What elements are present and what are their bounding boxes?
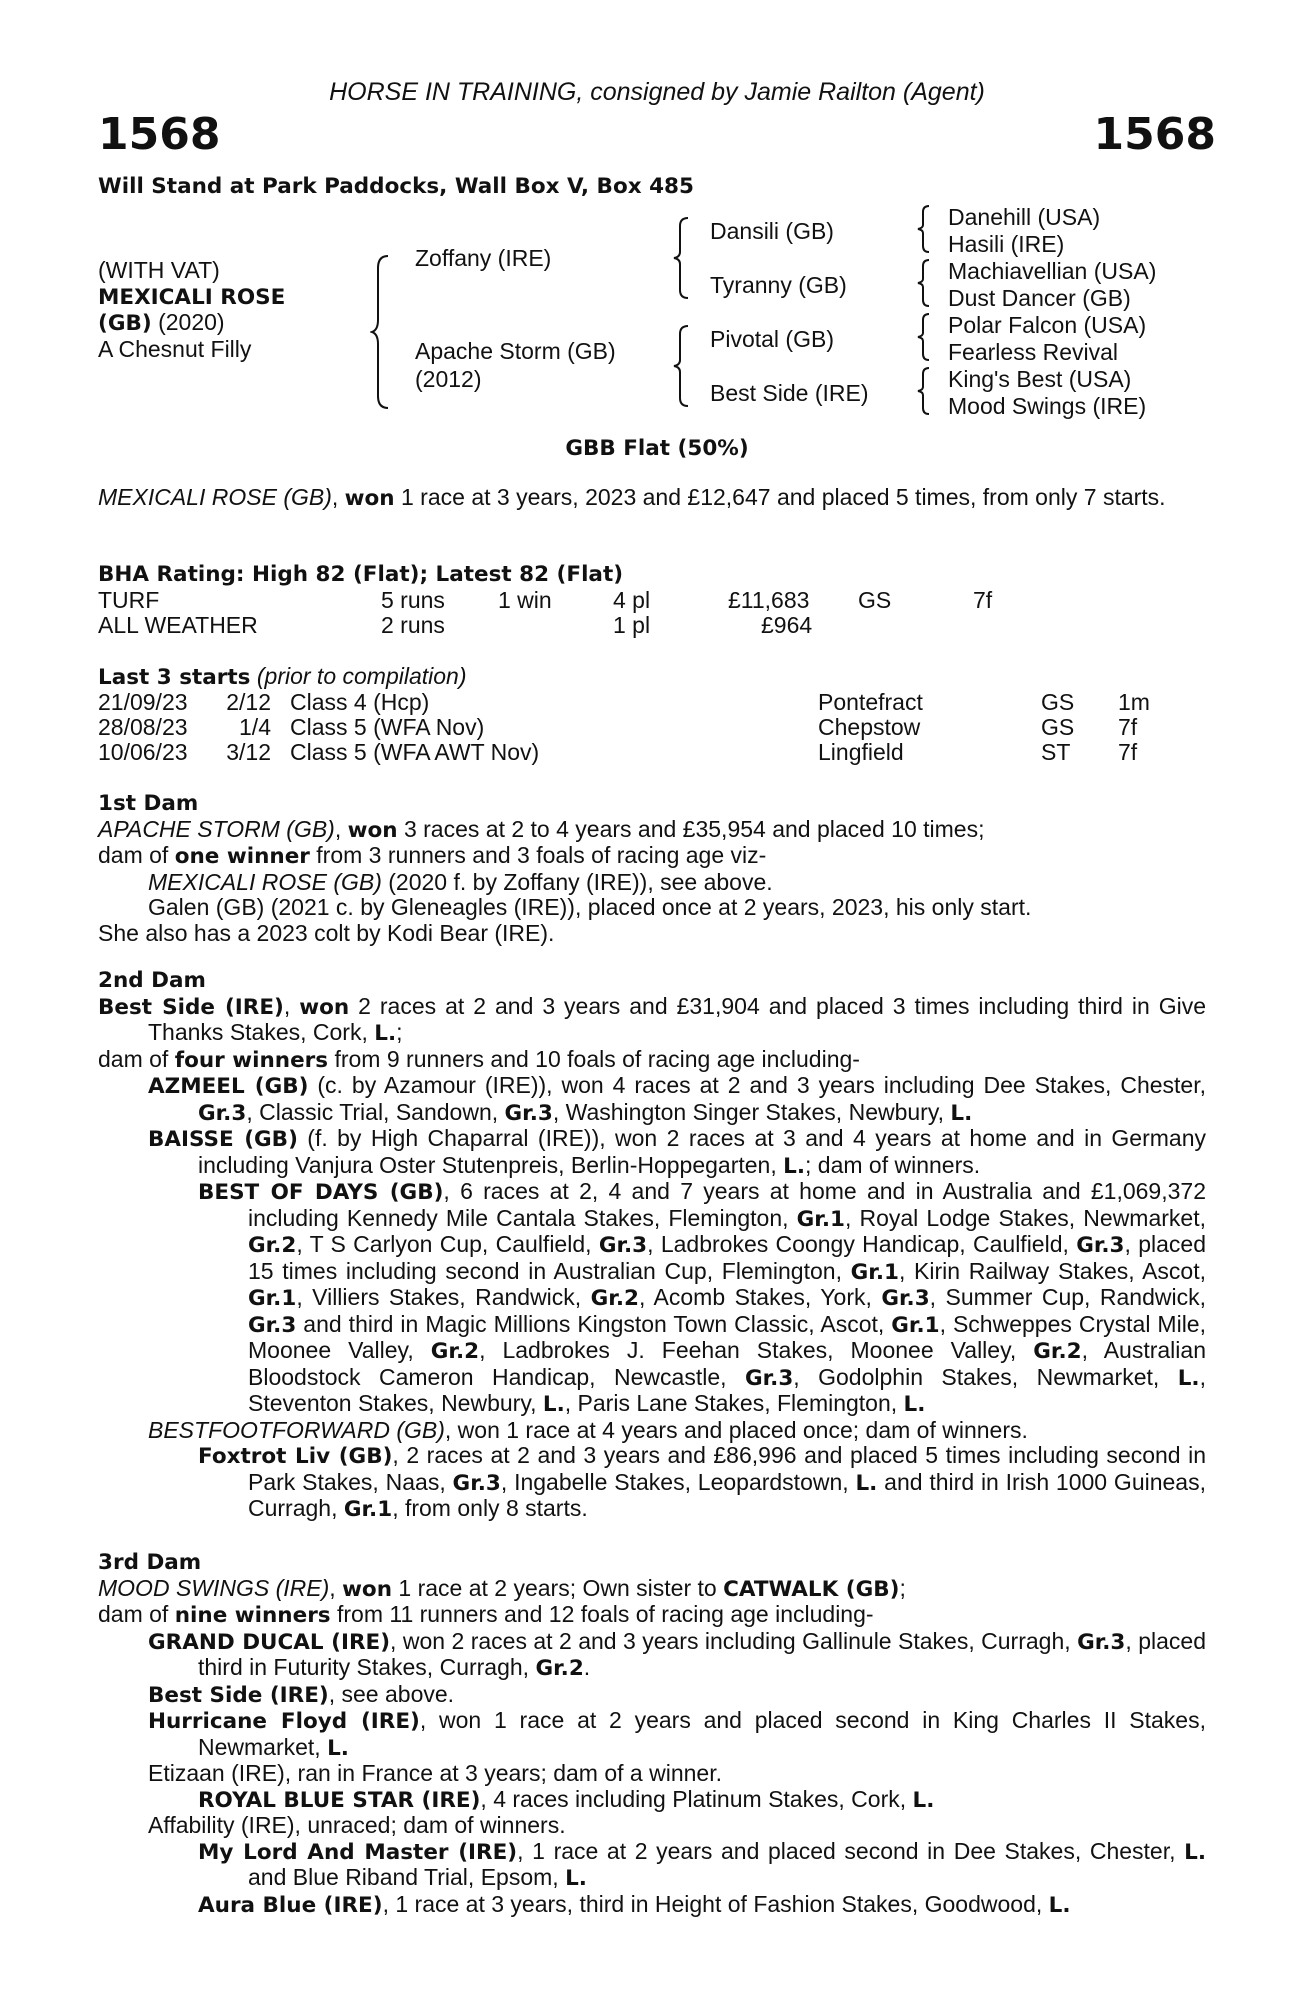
- progeny-text: , see above.: [328, 1680, 455, 1707]
- grade-label: Gr.3: [598, 1233, 648, 1258]
- pedigree-g3: Machiavellian (USA): [948, 258, 1157, 284]
- winners-count: four winners: [174, 1047, 329, 1073]
- listed-label: L.: [783, 1153, 805, 1179]
- progeny-name: BEST OF DAYS (GB): [198, 1180, 444, 1205]
- pedigree-brace-g4: [916, 366, 932, 416]
- grade-label: Gr.1: [891, 1312, 940, 1338]
- winners-count: one winner: [174, 844, 310, 869]
- dam-name: Best Side (IRE): [98, 994, 284, 1020]
- progeny-text: and Blue Riband Trial, Epsom,: [248, 1864, 566, 1890]
- won-label: won: [299, 994, 350, 1020]
- progeny-text: , T S Carlyon Cup, Caulfield,: [296, 1231, 599, 1257]
- pedigree-g5: Polar Falcon (USA): [948, 312, 1147, 338]
- listed-label: L.: [855, 1470, 878, 1496]
- progeny-line: Affability (IRE), unraced; dam of winners.: [148, 1812, 566, 1838]
- progeny-name: AZMEEL (GB): [148, 1074, 309, 1099]
- progeny-text: ; dam of winners.: [805, 1151, 981, 1178]
- grade-label: Gr.1: [343, 1497, 393, 1522]
- start-going: ST: [1041, 739, 1071, 765]
- listed-label: L.: [950, 1100, 973, 1126]
- progeny-text: , 4 races including Platinum Stakes, Cork,: [480, 1785, 913, 1812]
- pedigree-brace-g1: [916, 204, 932, 254]
- listed-label: L.: [374, 1021, 397, 1046]
- dam-name: MOOD SWINGS (IRE): [98, 1574, 330, 1601]
- progeny-text: , Royal Lodge Stakes, Newmarket,: [844, 1204, 1206, 1231]
- start-distance: 7f: [1118, 739, 1138, 765]
- vat-note: (WITH VAT): [98, 257, 220, 283]
- start-going: GS: [1041, 714, 1075, 740]
- summary-text: 1 race at 3 years, 2023 and £12,647 and placed 5 times, from only 7 starts.: [394, 484, 1166, 510]
- third-dam-section: 3rd Dam MOOD SWINGS (IRE), won 1 race at 2 years; Own sister to CATWALK (GB); dam of nine winners from 11 runners and 12 foals of racing age including- GRAND DUCAL (IRE), won 2 races at 2 and 3 years including Gallinule Stakes, Curragh, Gr.3, placed third in Futurity Stakes, Curragh, Gr.2. Best Side (IRE), see above. Hurricane Floyd (IRE), won 1 race at 2 years and placed second in King Charles II Stakes, Newmarket, L. Etizaan (IRE), ran in France at 3 years; dam of a winner. ROYAL BLUE STAR (IRE), 4 races including Platinum Stakes, Cork, L. Affability (IRE), unraced; dam of winners. My Lord And Master (IRE), 1 race at 2 years and placed second in Dee Stakes, Chester, L. and Blue Riband Trial, Epsom, L. Aura Blue (IRE), 1 race at 3 years, third in Height of Fashion Stakes, Goodwood, L.: [98, 1550, 1206, 1918]
- progeny-text: , Acomb Stakes, York,: [638, 1284, 882, 1310]
- punct: ;: [899, 1574, 906, 1601]
- progeny-text: , Paris Lane Stakes, Flemington,: [564, 1390, 904, 1416]
- rating-placed: 1 pl: [613, 612, 651, 638]
- progeny-text: (f. by High Chaparral (IRE)), won 2 races at 3 and 4 years at home and in Germany including Vanjura Oster Stutenpreis, Berlin-Hoppegarten,: [198, 1125, 1206, 1178]
- horse-name: MEXICALI ROSE: [98, 284, 286, 310]
- progeny-text: , won 2 races at 2 and 3 years including Gallinule Stakes, Curragh,: [390, 1627, 1078, 1654]
- progeny-text: , Ladbrokes J. Feehan Stakes, Moonee Valley,: [479, 1337, 1034, 1363]
- rating-surface: ALL WEATHER: [98, 612, 258, 638]
- runners-text: from 3 runners and 3 foals of racing age viz-: [309, 842, 767, 868]
- progeny-text: , Schweppes Crystal Mile, Moonee Valley,: [248, 1310, 1206, 1363]
- rating-distance: 7f: [973, 587, 993, 613]
- bha-rating-title: BHA Rating: High 82 (Flat); Latest 82 (Flat): [98, 562, 624, 587]
- start-position: 2/12: [226, 689, 271, 715]
- horse-country: (GB): [98, 311, 152, 336]
- won-label: won: [342, 1576, 393, 1602]
- pedigree-sire-sire: Dansili (GB): [710, 218, 834, 244]
- pedigree-brace-main: [370, 254, 392, 410]
- progeny-name: GRAND DUCAL (IRE): [148, 1629, 391, 1655]
- pedigree-dam-year: (2012): [415, 366, 482, 392]
- pedigree-brace-g2: [916, 258, 932, 308]
- sister-name: CATWALK (GB): [723, 1576, 900, 1602]
- grade-label: Gr.3: [1076, 1233, 1125, 1258]
- progeny-text: , Washington Singer Stakes, Newbury,: [552, 1098, 951, 1125]
- pedigree-brace-sire: [672, 216, 692, 300]
- progeny-text: (2020 f. by Zoffany (IRE)), see above.: [381, 868, 773, 895]
- gbb-status: GBB Flat (50%): [565, 436, 749, 461]
- grade-label: Gr.2: [248, 1233, 297, 1258]
- consignor-header: HORSE IN TRAINING, consigned by Jamie Railton (Agent): [329, 78, 985, 106]
- pedigree-dam-sire: Pivotal (GB): [710, 326, 834, 352]
- progeny-text: and third in Irish 1000 Guineas, Curragh,: [248, 1468, 1206, 1521]
- progeny-text: , from only 8 starts.: [392, 1495, 588, 1521]
- grade-label: Gr.3: [452, 1470, 501, 1496]
- pedigree-dam: Apache Storm (GB): [415, 338, 616, 364]
- rating-going: GS: [858, 587, 892, 613]
- dam-record: 2 races at 2 and 3 years and £31,904 and placed 3 times including third in Give Thanks Stakes, Cork,: [148, 992, 1207, 1045]
- second-dam-heading: 2nd Dam: [98, 968, 206, 993]
- progeny-text: , 2 races at 2 and 3 years and £86,996 and placed 5 times including second in Park Stakes, Naas,: [248, 1442, 1207, 1495]
- grade-label: Gr.2: [535, 1656, 584, 1681]
- start-date: 28/08/23: [98, 714, 188, 740]
- runners-text: from 11 runners and 12 foals of racing age including-: [330, 1601, 874, 1627]
- pedigree-sire: Zoffany (IRE): [415, 245, 552, 271]
- grade-label: Gr.3: [198, 1100, 247, 1126]
- grade-label: Gr.1: [796, 1206, 845, 1232]
- dam-record: 3 races at 2 to 4 years and £35,954 and placed 10 times;: [397, 815, 985, 842]
- start-date: 21/09/23: [98, 689, 188, 715]
- grade-label: Gr.2: [1033, 1339, 1082, 1364]
- progeny-text: , Villiers Stakes, Randwick,: [296, 1284, 591, 1310]
- rating-money: £11,683: [728, 587, 810, 613]
- grade-label: Gr.3: [248, 1312, 297, 1338]
- progeny-text: and third in Magic Millions Kingston Town Classic, Ascot,: [296, 1310, 892, 1337]
- progeny-name: My Lord And Master (IRE): [198, 1839, 518, 1865]
- progeny-text: (c. by Azamour (IRE)), won 4 races at 2 and 3 years including Dee Stakes, Chester,: [308, 1072, 1206, 1098]
- dam-of-label: dam of: [98, 1045, 175, 1072]
- horse-description: A Chesnut Filly: [98, 335, 252, 362]
- progeny-text: , 6 races at 2, 4 and 7 years at home and in Australia and £1,069,372 including Kennedy Mile Cantala Stakes, Flemington,: [248, 1178, 1206, 1231]
- pedigree-g2: Hasili (IRE): [948, 231, 1065, 257]
- foal-note: She also has a 2023 colt by Kodi Bear (IRE).: [98, 919, 555, 946]
- progeny-text: , Ladbrokes Coongy Handicap, Caulfield,: [647, 1231, 1077, 1257]
- start-course: Lingfield: [818, 739, 904, 765]
- dam-of-label: dam of: [98, 842, 175, 868]
- summary-horse-name: MEXICALI ROSE (GB): [98, 484, 332, 510]
- last-starts-title: [98, 664, 467, 691]
- race-summary: MEXICALI ROSE (GB), won 1 race at 3 years, 2023 and £12,647 and placed 5 times, from only 7 starts.: [98, 484, 1166, 511]
- progeny-name: Hurricane Floyd (IRE): [148, 1709, 420, 1734]
- grade-label: Gr.3: [744, 1365, 794, 1391]
- punct: .: [583, 1654, 591, 1680]
- progeny-name: ROYAL BLUE STAR (IRE): [198, 1787, 481, 1813]
- progeny-text: , Kirin Railway Stakes, Ascot,: [898, 1257, 1206, 1284]
- listed-label: L.: [565, 1866, 587, 1891]
- pedigree-g4: Dust Dancer (GB): [948, 285, 1131, 311]
- winners-count: nine winners: [174, 1603, 331, 1628]
- start-course: Pontefract: [818, 689, 923, 715]
- rating-runs: 2 runs: [381, 612, 445, 638]
- start-date: 10/06/23: [98, 739, 188, 765]
- progeny-text: , won 1 race at 2 years and placed second in King Charles II Stakes, Newmarket,: [198, 1707, 1206, 1760]
- second-dam-section: 2nd Dam Best Side (IRE), won 2 races at 2 and 3 years and £31,904 and placed 3 times including third in Give Thanks Stakes, Cork, L.; dam of four winners from 9 runners and 10 foals of racing age including- AZMEEL (GB) (c. by Azamour (IRE)), won 4 races at 2 and 3 years including Dee Stakes, Chester, Gr.3, Classic Trial, Sandown, Gr.3, Washington Singer Stakes, Newbury, L. BAISSE (GB) (f. by High Chaparral (IRE)), won 2 races at 3 and 4 years at home and in Germany including Vanjura Oster Stutenpreis, Berlin-Hoppegarten, L.; dam of winners. BEST OF DAYS (GB), 6 races at 2, 4 and 7 years at home and in Australia and £1,069,372 including Kennedy Mile Cantala Stakes, Flemington, Gr.1, Royal Lodge Stakes, Newmarket, Gr.2, T S Carlyon Cup, Caulfield, Gr.3, Ladbrokes Coongy Handicap, Caulfield, Gr.3, placed 15 times including second in Australian Cup, Flemington, Gr.1, Kirin Railway Stakes, Ascot, Gr.1, Villiers Stakes, Randwick, Gr.2, Acomb Stakes, York, Gr.3, Summer Cup, Randwick, Gr.3 and third in Magic Millions Kingston Town Classic, Ascot, Gr.1, Schweppes Crystal Mile, Moonee Valley, Gr.2, Ladbrokes J. Feehan Stakes, Moonee Valley, Gr.2, Australian Bloodstock Cameron Handicap, Newcastle, Gr.3, Godolphin Stakes, Newmarket, L., Steventon Stakes, Newbury, L., Paris Lane Stakes, Flemington, L. BESTFOOTFORWARD (GB), won 1 race at 4 years and placed once; dam of winners. Foxtrot Liv (GB), 2 races at 2 and 3 years and £86,996 and placed 5 times including second in Park Stakes, Naas, Gr.3, Ingabelle Stakes, Leopardstown, L. and third in Irish 1000 Guineas, Curragh, Gr.1, from only 8 starts.: [98, 968, 1207, 1522]
- first-dam-section: 1st Dam APACHE STORM (GB), won 3 races at 2 to 4 years and £35,954 and placed 10 times; dam of one winner from 3 runners and 3 foals of racing age viz- MEXICALI ROSE (GB) (2020 f. by Zoffany (IRE)), see above. Galen (GB) (2021 c. by Gleneagles (IRE)), placed once at 2 years, 2023, his only start. She also has a 2023 colt by Kodi Bear (IRE).: [98, 791, 1206, 946]
- progeny-text: , Classic Trial, Sandown,: [246, 1098, 505, 1125]
- grade-label: Gr.1: [850, 1259, 899, 1285]
- listed-label: L.: [912, 1787, 935, 1813]
- progeny-text: , Summer Cup, Randwick,: [929, 1284, 1206, 1310]
- third-dam-heading: 3rd Dam: [98, 1550, 202, 1575]
- grade-label: Gr.3: [1077, 1629, 1126, 1655]
- rating-wins: 1 win: [498, 587, 552, 613]
- grade-label: Gr.2: [430, 1339, 480, 1364]
- lot-number-left: 1568: [98, 109, 221, 160]
- rating-placed: 4 pl: [613, 587, 651, 613]
- start-race: Class 4 (Hcp): [290, 689, 430, 715]
- pedigree-g6: Fearless Revival: [948, 339, 1118, 365]
- start-going: GS: [1041, 689, 1075, 715]
- pedigree-dam-dam: Best Side (IRE): [710, 380, 869, 406]
- progeny-name: BAISSE (GB): [148, 1127, 298, 1152]
- rating-money: £964: [761, 612, 813, 638]
- rating-surface: TURF: [98, 587, 160, 613]
- listed-label: L.: [1184, 1839, 1206, 1865]
- listed-label: L.: [542, 1392, 565, 1417]
- pedigree-g1: Danehill (USA): [948, 204, 1101, 230]
- start-distance: 7f: [1118, 714, 1138, 740]
- pedigree-brace-dam: [672, 324, 692, 408]
- progeny-line: Etizaan (IRE), ran in France at 3 years; dam of a winner.: [148, 1760, 722, 1786]
- progeny-text: , 1 race at 3 years, third in Height of Fashion Stakes, Goodwood,: [382, 1890, 1049, 1917]
- lot-number-right: 1568: [1093, 109, 1216, 160]
- dam-of-label: dam of: [98, 1601, 175, 1627]
- horse-year: (2020): [158, 309, 225, 335]
- grade-label: Gr.3: [881, 1286, 930, 1311]
- progeny-text: , won 1 race at 4 years and placed once; dam of winners.: [444, 1416, 1028, 1443]
- start-course: Chepstow: [818, 714, 921, 740]
- progeny-text: , Godolphin Stakes, Newmarket,: [793, 1363, 1178, 1390]
- progeny-name: Foxtrot Liv (GB): [198, 1444, 393, 1469]
- start-race: Class 5 (WFA AWT Nov): [290, 739, 540, 765]
- start-race: Class 5 (WFA Nov): [290, 714, 485, 740]
- start-distance: 1m: [1118, 689, 1150, 715]
- first-dam-heading: 1st Dam: [98, 791, 199, 816]
- progeny-name: BESTFOOTFORWARD (GB): [148, 1416, 445, 1443]
- progeny-name: Aura Blue (IRE): [198, 1892, 383, 1918]
- progeny-name: MEXICALI ROSE (GB): [148, 868, 382, 895]
- progeny-text: , placed third in Futurity Stakes, Curragh,: [198, 1627, 1206, 1680]
- dam-record: 1 race at 2 years; Own sister to: [392, 1574, 724, 1601]
- punct: ;: [396, 1019, 403, 1045]
- progeny-text: , placed 15 times including second in Australian Cup, Flemington,: [248, 1231, 1206, 1284]
- start-position: 1/4: [239, 714, 271, 740]
- summary-won: won: [344, 486, 395, 511]
- grade-label: Gr.3: [504, 1100, 553, 1126]
- listed-label: L.: [903, 1392, 926, 1417]
- progeny-text: , Steventon Stakes, Newbury,: [248, 1363, 1206, 1416]
- listed-label: L.: [1177, 1365, 1200, 1391]
- dam-name: APACHE STORM (GB): [98, 815, 335, 842]
- progeny-name: Best Side (IRE): [148, 1682, 329, 1708]
- pedigree-sire-dam: Tyranny (GB): [710, 272, 847, 298]
- progeny-text: , Australian Bloodstock Cameron Handicap, Newcastle,: [248, 1337, 1206, 1390]
- listed-label: L.: [1048, 1892, 1071, 1918]
- start-position: 3/12: [226, 739, 271, 765]
- runners-text: from 9 runners and 10 foals of racing age including-: [328, 1045, 860, 1072]
- pedigree-brace-g3: [916, 312, 932, 362]
- rating-runs: 5 runs: [381, 587, 445, 613]
- horse-info: [98, 258, 285, 362]
- progeny-line: Galen (GB) (2021 c. by Gleneagles (IRE)), placed once at 2 years, 2023, his only start.: [148, 894, 1032, 920]
- stand-location: Will Stand at Park Paddocks, Wall Box V, Box 485: [98, 174, 694, 199]
- pedigree-g8: Mood Swings (IRE): [948, 393, 1147, 419]
- last-starts-label: Last 3 starts: [98, 665, 251, 690]
- last-starts-note: (prior to compilation): [256, 663, 467, 689]
- grade-label: Gr.1: [248, 1286, 297, 1311]
- listed-label: L.: [327, 1735, 349, 1761]
- progeny-text: , Ingabelle Stakes, Leopardstown,: [500, 1468, 856, 1495]
- grade-label: Gr.2: [590, 1286, 639, 1311]
- pedigree-g7: King's Best (USA): [948, 366, 1132, 392]
- progeny-text: , 1 race at 2 years and placed second in Dee Stakes, Chester,: [517, 1837, 1185, 1864]
- won-label: won: [347, 817, 398, 843]
